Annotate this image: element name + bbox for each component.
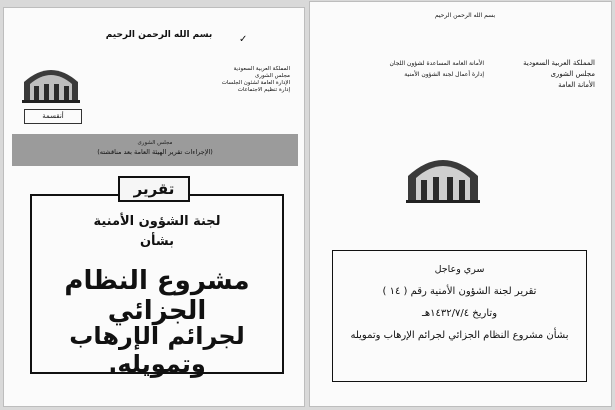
- project-subtitle: لجرائم الإرهاب وتمويله.: [69, 322, 245, 378]
- report-subject: بشأن مشروع النظام الجزائي لجرائم الإرهاب وتمويله: [350, 330, 569, 341]
- left-header-block: [190, 66, 290, 94]
- header-line: مجلس الشورى: [550, 70, 595, 78]
- check-mark: ✓: [239, 34, 248, 45]
- right-document-page: [310, 2, 611, 406]
- right-header-block: [485, 58, 595, 91]
- header-line: الإدارة العامة لشئون الجلسات: [221, 80, 290, 86]
- header-line: مجلس الشورى: [255, 73, 290, 79]
- banner-line-2: (الإجراءات تقرير الهيئة العامة بعد مناقشته): [97, 148, 213, 156]
- shura-emblem-icon: [404, 150, 482, 204]
- banner-line-1: مجلس الشورى: [137, 140, 173, 146]
- left-document-page: [4, 8, 304, 406]
- classification-label: سري وعاجل: [434, 264, 485, 275]
- seal-label-box: أنقسمة: [24, 109, 82, 124]
- basmala-text: بسم الله الرحمن الرحيم: [434, 12, 496, 19]
- header-line: المملكة العربية السعودية: [523, 59, 595, 67]
- header-line: إدارة تنظيم الاجتماعات: [237, 87, 290, 93]
- report-date: وتاريخ ١٤٣٢/٧/٤هـ: [421, 308, 498, 319]
- header-line: الأمانة العامة: [558, 81, 595, 89]
- committee-name: لجنة الشؤون الأمنية: [93, 214, 221, 229]
- basmala-calligraphy: بسم الله الرحمن الرحيم: [105, 30, 213, 40]
- regarding-label: بشأن: [139, 234, 175, 249]
- shura-emblem-icon: [20, 62, 82, 104]
- report-title-tab: تقرير: [118, 176, 190, 202]
- report-number: تقرير لجنة الشؤون الأمنية رقم ( ١٤ ): [382, 286, 537, 297]
- left-header-block: [334, 58, 484, 80]
- header-line: الأمانة العامة المساعدة لشؤون اللجان: [389, 60, 484, 67]
- header-line: المملكة العربية السعودية: [233, 66, 290, 72]
- project-title: مشروع النظام الجزائي: [64, 266, 250, 326]
- header-line: إدارة أعمال لجنة الشؤون الأمنية: [404, 71, 484, 78]
